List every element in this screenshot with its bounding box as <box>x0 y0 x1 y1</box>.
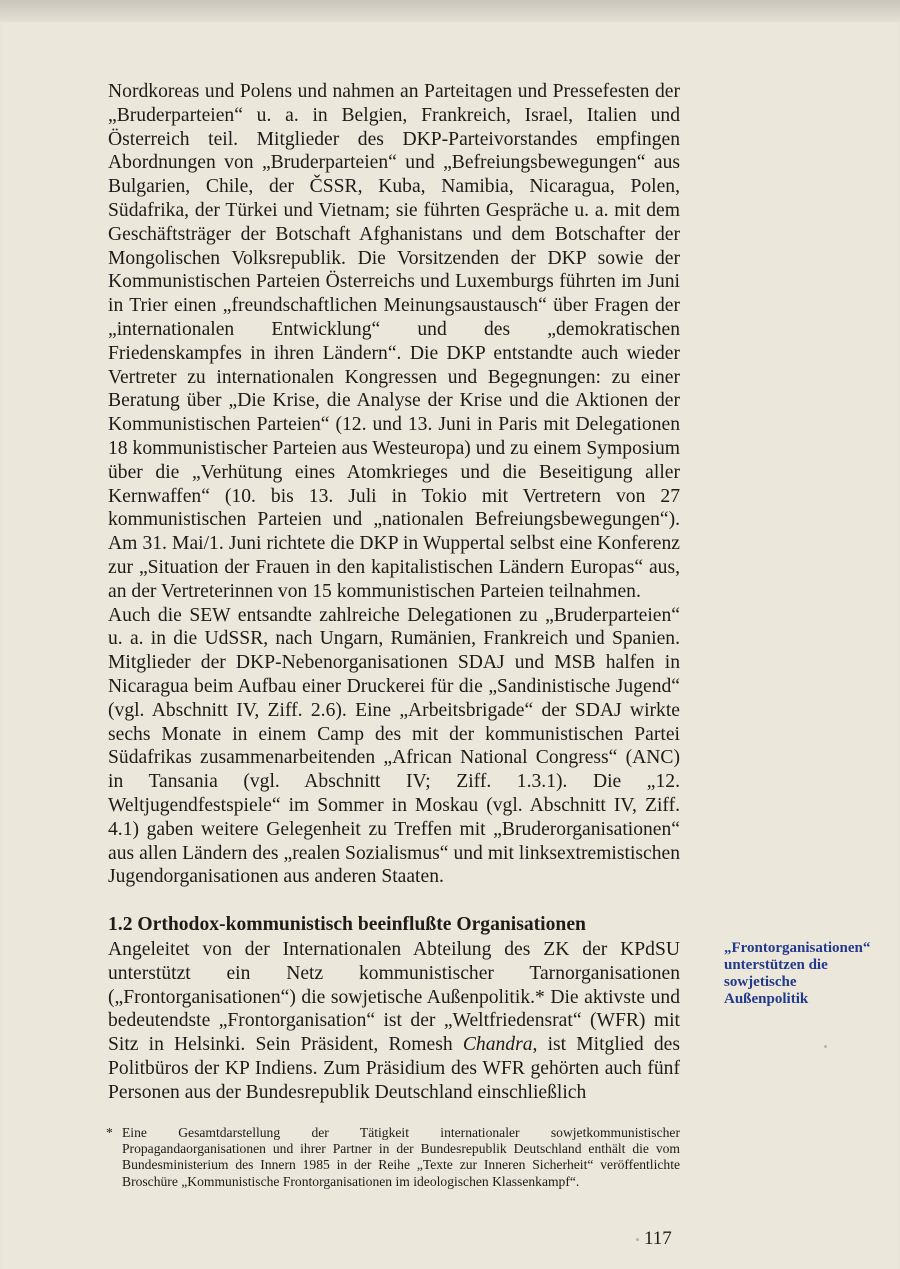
body-text <box>108 80 680 889</box>
scan-speck <box>636 1238 639 1241</box>
paragraph-1: Nordkoreas und Polens und nahmen an Parteitagen und Pressefesten der „Bruderparteien“ u. a. in Belgien, Frankreich, Israel, Italien und Österreich teil. Mitglieder des DKP-Parteivorstandes empfingen Abordnungen von „Bruderparteien“ und „Befreiungsbewegungen“ aus Bulgarien, Chile, der ČSSR, Kuba, Namibia, Nicaragua, Polen, Südafrika, der Türkei und Vietnam; sie führten Gespräche u. a. mit dem Geschäftsträger der Botschaft Afghanistans und dem Botschafter der Mongolischen Volksrepublik. Die Vorsitzenden der DKP sowie der Kommunistischen Parteien Österreichs und Luxemburgs führten im Juni in Trier einen „freundschaftlichen Meinungsaustausch“ über Fragen der „internationalen Entwicklung“ und des „demokratischen Friedenskampfes in ihren Ländern“. Die DKP entstandte auch wieder Vertreter zu internationalen Kongressen und Begegnungen: zu einer Beratung über „Die Krise, die Analyse der Krise und die Aktionen der Kommunistischen Parteien“ (12. und 13. Juni in Paris mit Delegationen 18 kommunistischer Parteien aus Westeuropa) und zu einem Symposium über die „Verhütung eines Atomkrieges und die Beseitigung aller Kernwaffen“ (10. bis 13. Juli in Tokio mit Vertretern von 27 kommunistischen Parteien und „nationalen Befreiungsbewegungen“). Am 31. Mai/1. Juni richtete die DKP in Wuppertal selbst eine Konferenz zur „Situation der Frauen in den kapitalistischen Ländern Europas“ aus, an der Vertreterinnen von 15 kommunistischen Parteien teilnahmen. <box>108 81 680 602</box>
section-paragraph <box>108 938 680 1105</box>
section-text-part-1: Angeleitet von der Internationalen Abteilung des ZK der KPdSU unterstützt ein Netz kommunistischer Tarnorganisationen („Frontorganisationen“) die sowjetische Außenpolitik.* Die aktivste und bedeutendste „Frontorganisation“ ist der „Weltfriedensrat“ (WFR) mit Sitz in Helsinki. Sein Präsident, Romesh <box>108 939 680 1056</box>
footnote-marker: * <box>106 1125 113 1140</box>
scan-speck <box>824 1045 827 1048</box>
section-text-part-2: , ist Mitglied des Politbüros der KP Indiens. Zum Präsidium des WFR gehörten auch fünf Personen aus der Bundesrepublik Deutschland einschließlich <box>108 1034 680 1103</box>
section-heading: 1.2 Orthodox-kommunistisch beeinflußte Organisationen <box>108 914 586 935</box>
footnote-text: Eine Gesamtdarstellung der Tätigkeit internationaler sowjetkommunistischer Propagandaorganisationen und ihrer Partner in der Bundesrepublik Deutschland enthält die vom Bundesministerium des Innern 1985 in der Reihe „Texte zur Inneren Sicherheit“ veröffentlichte Broschüre „Kommunistische Frontorganisationen im ideologischen Klassenkampf“. <box>122 1125 680 1189</box>
footnote <box>108 1125 680 1190</box>
section-text-name: Chandra <box>462 1034 533 1056</box>
margin-note: „Frontorganisationen“ unterstützen die sowjetische Außenpolitik <box>724 940 871 1007</box>
scan-edge-shadow <box>0 0 900 22</box>
paragraph-2: Auch die SEW entsandte zahlreiche Delegationen zu „Bruderparteien“ u. a. in die UdSSR, nach Ungarn, Rumänien, Frankreich und Spanien. Mitglieder der DKP-Nebenorganisationen SDAJ und MSB halfen in Nicaragua beim Aufbau einer Druckerei für die „Sandinistische Jugend“ (vgl. Abschnitt IV, Ziff. 2.6). Eine „Arbeitsbrigade“ der SDAJ wirkte sechs Monate in einem Camp des mit der kommunistischen Partei Südafrikas zusammenarbeitenden „African National Congress“ (ANC) in Tansania (vgl. Abschnitt IV; Ziff. 1.3.1). Die „12. Weltjugendfestspiele“ im Sommer in Moskau (vgl. Abschnitt IV, Ziff. 4.1) gaben weitere Gelegenheit zu Treffen mit „Bruderorganisationen“ aus allen Ländern des „realen Sozialismus“ und mit linksextremistischen Jugendorganisationen aus anderen Staaten. <box>108 604 680 888</box>
page-number: 117 <box>644 1228 672 1249</box>
